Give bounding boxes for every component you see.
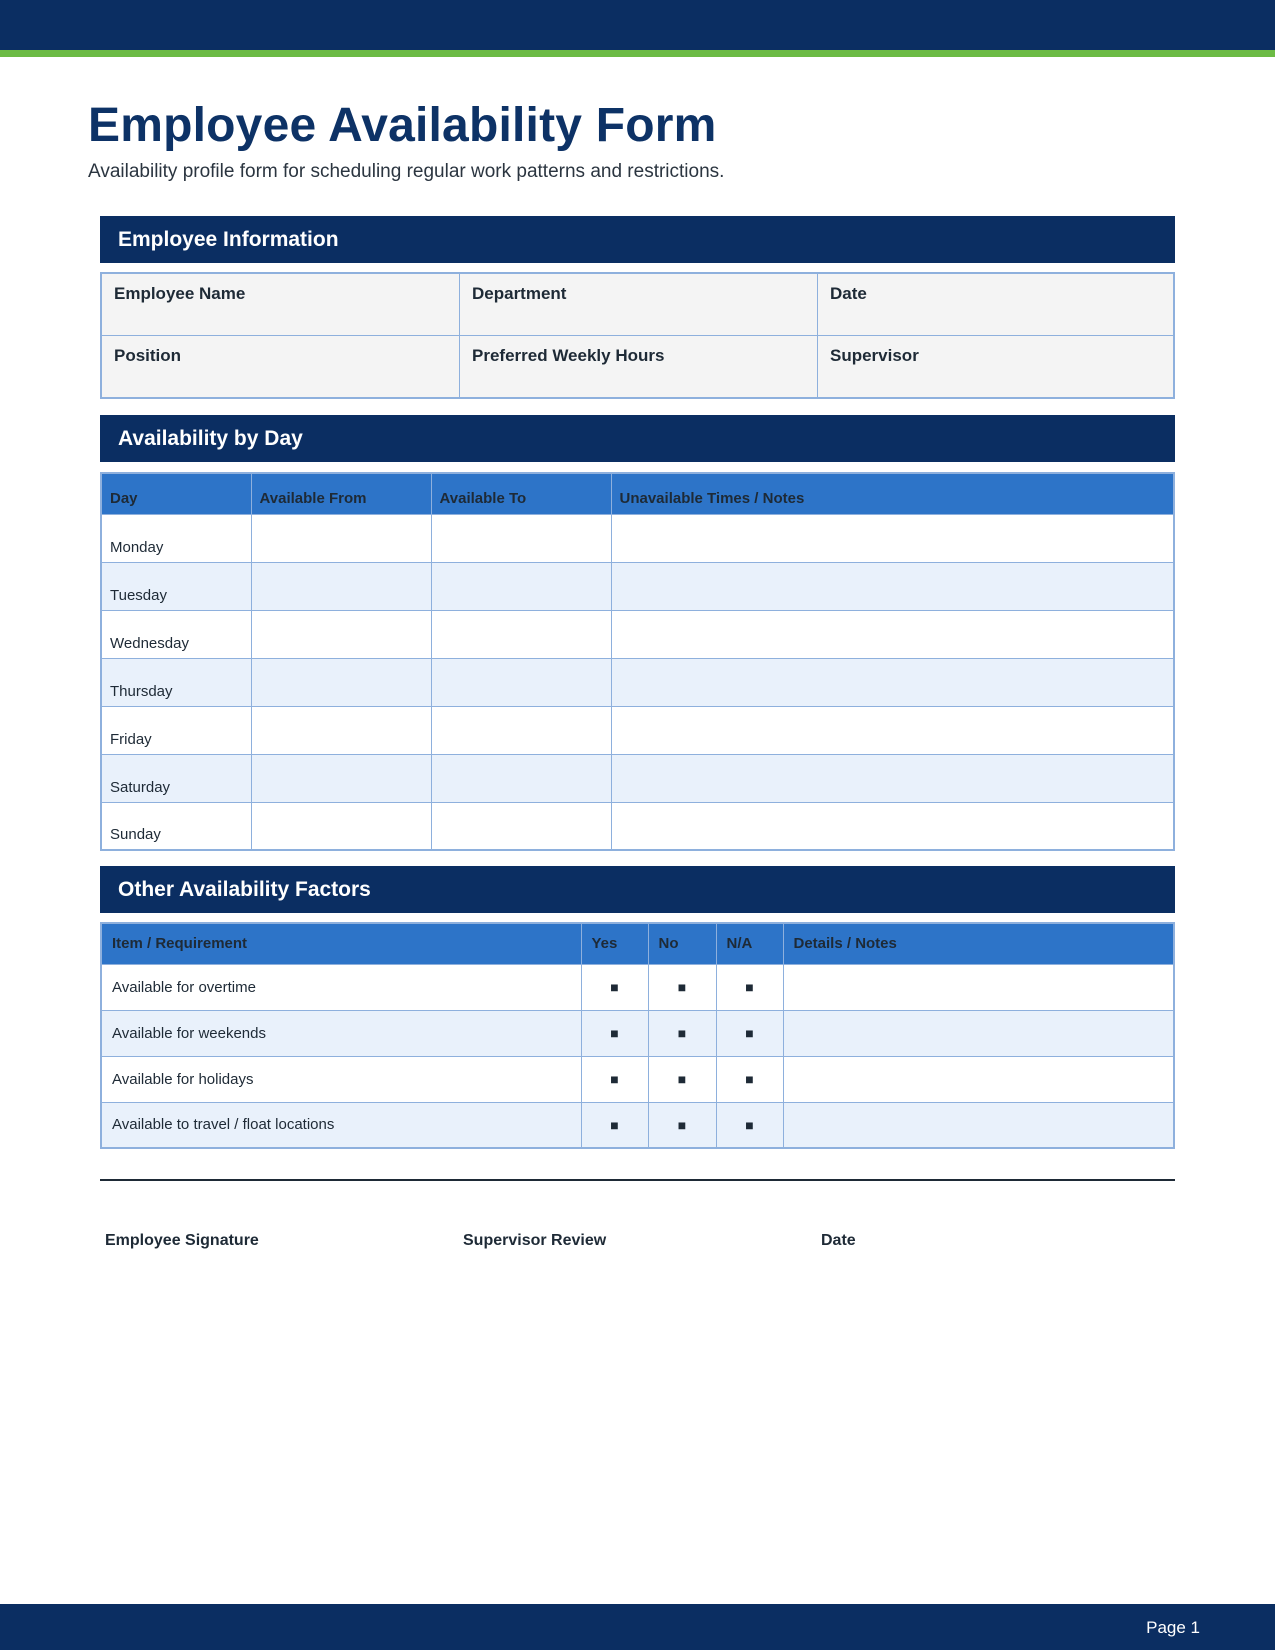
column-header-details: Details / Notes — [783, 923, 1174, 964]
notes-cell[interactable] — [611, 514, 1174, 562]
available-from-cell[interactable] — [251, 754, 431, 802]
column-header-no: No — [648, 923, 716, 964]
available-from-cell[interactable] — [251, 658, 431, 706]
available-to-cell[interactable] — [431, 706, 611, 754]
column-header-available-to: Available To — [431, 473, 611, 514]
supervisor-field[interactable]: Supervisor — [830, 345, 919, 365]
day-label: Tuesday — [101, 562, 251, 610]
notes-cell[interactable] — [611, 706, 1174, 754]
column-header-item: Item / Requirement — [101, 923, 581, 964]
available-to-cell[interactable] — [431, 754, 611, 802]
day-label: Sunday — [101, 802, 251, 850]
top-accent-stripe — [0, 50, 1275, 57]
day-label: Thursday — [101, 658, 251, 706]
table-row — [101, 1056, 1174, 1102]
table-row — [101, 754, 1174, 802]
requirement-label: Available for holidays — [101, 1056, 581, 1102]
yes-checkbox[interactable]: ■ — [581, 1010, 648, 1056]
section-header-employee-information: Employee Information — [100, 216, 1175, 263]
no-checkbox[interactable]: ■ — [648, 1102, 716, 1148]
table-row — [101, 964, 1174, 1010]
no-checkbox[interactable]: ■ — [648, 1056, 716, 1102]
day-label: Friday — [101, 706, 251, 754]
footer-banner — [0, 1604, 1275, 1650]
availability-by-day-table — [100, 472, 1175, 851]
requirement-label: Available for weekends — [101, 1010, 581, 1056]
supervisor-review-label[interactable]: Supervisor Review — [463, 1232, 607, 1249]
available-to-cell[interactable] — [431, 514, 611, 562]
na-checkbox[interactable]: ■ — [716, 1010, 783, 1056]
available-to-cell[interactable] — [431, 562, 611, 610]
signature-divider — [100, 1179, 1175, 1181]
notes-cell[interactable] — [611, 802, 1174, 850]
table-row — [101, 706, 1174, 754]
no-checkbox[interactable]: ■ — [648, 1010, 716, 1056]
signature-date-label[interactable]: Date — [821, 1232, 856, 1249]
day-label: Wednesday — [101, 610, 251, 658]
preferred-weekly-hours-field[interactable]: Preferred Weekly Hours — [460, 336, 818, 398]
available-to-cell[interactable] — [431, 610, 611, 658]
page-title: Employee Availability Form — [88, 99, 717, 152]
yes-checkbox[interactable]: ■ — [581, 1056, 648, 1102]
table-row — [101, 514, 1174, 562]
requirement-label: Available for overtime — [101, 964, 581, 1010]
column-header-yes: Yes — [581, 923, 648, 964]
notes-cell[interactable] — [611, 754, 1174, 802]
notes-cell[interactable] — [611, 562, 1174, 610]
column-header-available-from: Available From — [251, 473, 431, 514]
yes-checkbox[interactable]: ■ — [581, 1102, 648, 1148]
employee-signature-label[interactable]: Employee Signature — [105, 1232, 259, 1249]
table-row — [101, 562, 1174, 610]
requirement-label: Available to travel / float locations — [101, 1102, 581, 1148]
page-number: Page 1 — [1146, 1618, 1200, 1637]
other-availability-factors-table — [100, 922, 1175, 1149]
column-header-unavailable-notes: Unavailable Times / Notes — [611, 473, 1174, 514]
details-cell[interactable] — [783, 1010, 1174, 1056]
details-cell[interactable] — [783, 1102, 1174, 1148]
day-label: Monday — [101, 514, 251, 562]
available-from-cell[interactable] — [251, 562, 431, 610]
employee-info-grid — [100, 272, 1175, 399]
table-row — [101, 658, 1174, 706]
position-field[interactable]: Position — [102, 336, 460, 398]
na-checkbox[interactable]: ■ — [716, 1056, 783, 1102]
table-row — [101, 1102, 1174, 1148]
table-row — [101, 1010, 1174, 1056]
department-field[interactable]: Department — [460, 274, 818, 336]
na-checkbox[interactable]: ■ — [716, 964, 783, 1010]
column-header-na: N/A — [716, 923, 783, 964]
available-from-cell[interactable] — [251, 802, 431, 850]
yes-checkbox[interactable]: ■ — [581, 964, 648, 1010]
available-from-cell[interactable] — [251, 514, 431, 562]
section-header-availability-by-day: Availability by Day — [100, 415, 1175, 462]
day-label: Saturday — [101, 754, 251, 802]
notes-cell[interactable] — [611, 658, 1174, 706]
table-row — [101, 610, 1174, 658]
employee-name-field[interactable]: Employee Name — [102, 274, 460, 336]
available-to-cell[interactable] — [431, 802, 611, 850]
available-from-cell[interactable] — [251, 610, 431, 658]
no-checkbox[interactable]: ■ — [648, 964, 716, 1010]
available-from-cell[interactable] — [251, 706, 431, 754]
available-to-cell[interactable] — [431, 658, 611, 706]
details-cell[interactable] — [783, 964, 1174, 1010]
notes-cell[interactable] — [611, 610, 1174, 658]
column-header-day: Day — [101, 473, 251, 514]
section-header-other-availability-factors: Other Availability Factors — [100, 866, 1175, 913]
na-checkbox[interactable]: ■ — [716, 1102, 783, 1148]
page-subtitle: Availability profile form for scheduling regular work patterns and restrictions. — [88, 161, 725, 182]
table-row — [101, 802, 1174, 850]
top-banner — [0, 0, 1275, 50]
details-cell[interactable] — [783, 1056, 1174, 1102]
date-field[interactable]: Date — [818, 274, 1173, 336]
